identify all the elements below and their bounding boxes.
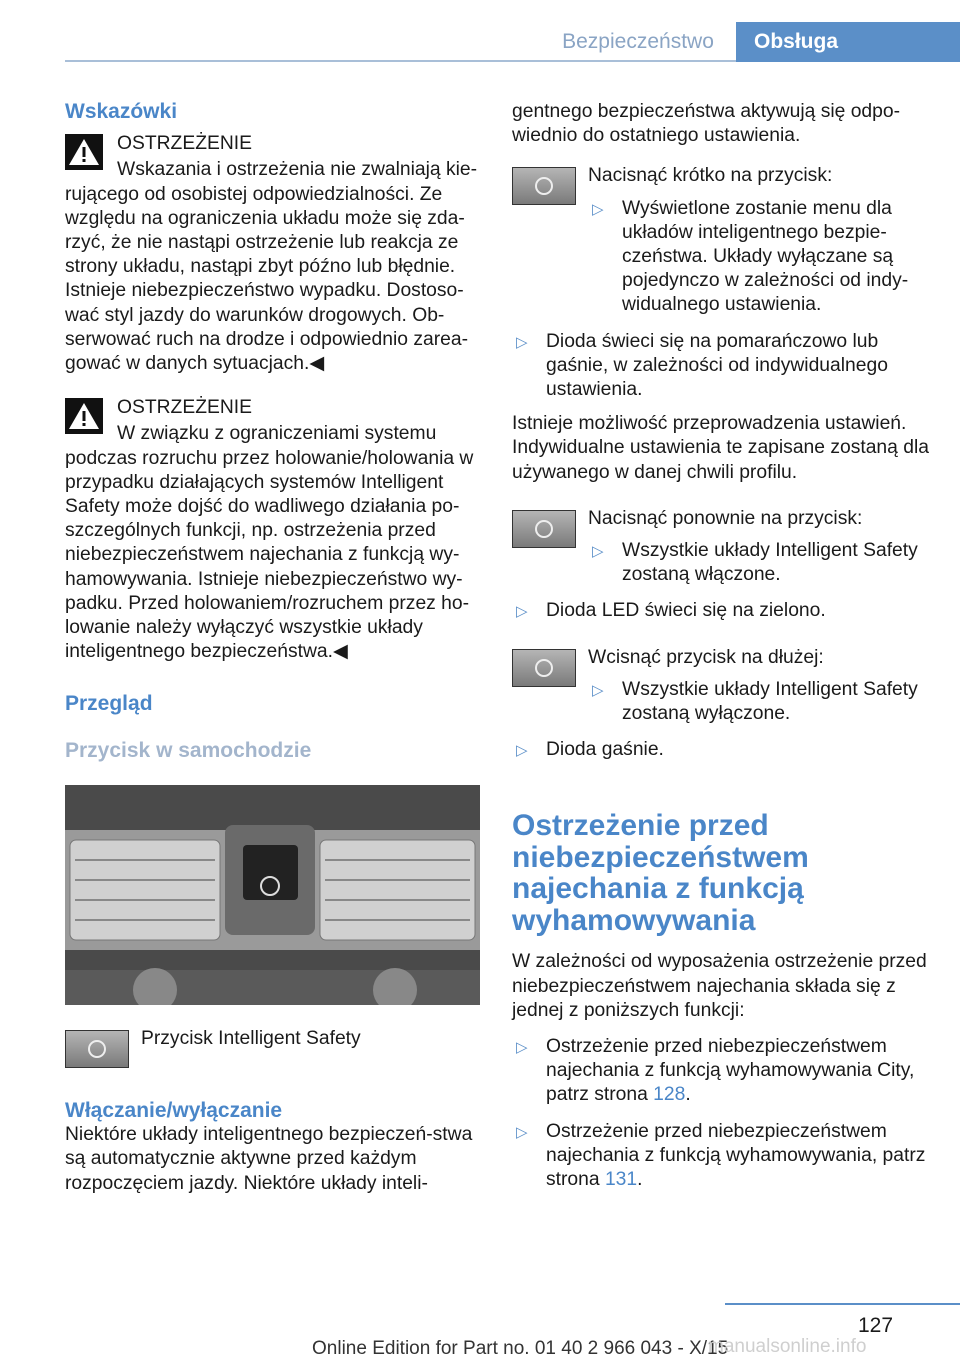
warning-1-text: Wskazania i ostrzeżenia nie zwalniają kie-rującego od osobistej odpowiedzialności. Ze względu na ograniczenia układu może się zda-rzyć, że nie nastąpi ostrzeżenie lub reakcja ze strony układu, nastąpi zbyt późno lub błędnie. Istnieje niebezpieczeństwo wypadku. Dostoso-wać styl jazdy do warunków drogowych. Ob-serwować ruch na drodze i odpowiednio zarea-gować w danych sytuacjach.◀ — [65, 159, 478, 375]
arrow-bullet-icon: ▷ — [516, 333, 528, 351]
step-1-row — [512, 164, 932, 188]
section-heading: Ostrzeżenie przed niebezpieczeństwem najechania z funkcją wyhamowywania — [512, 809, 809, 937]
intelligent-safety-button-icon — [512, 167, 576, 205]
left-column — [65, 100, 480, 1196]
heading-button-in-car: Przycisk w samochodzie — [65, 738, 312, 762]
intelligent-safety-button-icon — [512, 649, 576, 687]
warning-1-title: OSTRZEŻENIE — [117, 133, 252, 155]
intro-text: W zależności od wyposażenia ostrzeżenie przed niebezpieczeństwem najechania składa się z jednej z poniższych funkcji: — [512, 951, 927, 1021]
function-item-2 — [512, 1120, 932, 1193]
heading-tips: Wskazówki — [65, 100, 178, 123]
continued-text: gentnego bezpieczeństwa aktywują się odpo-wiednio do ostatniego ustawienia. — [512, 101, 901, 147]
dashboard-illustration — [65, 785, 480, 1005]
warning-2-text: W związku z ograniczeniami systemu podczas rozruchu przez holowanie/holowania w przypadku działających systemów Intelligent Safety może dojść do wadliwego działania po-szczególnych funkcji, np. ostrzeżenia przed niebezpieczeństwem najechania z funkcją wy-hamowywania. Istnieje niebezpieczeństwo wy-padku. Przed holowaniem/rozruchem przez ho-lowanie należy wyłączyć wszystkie układy inteligentnego bezpieczeństwa.◀ — [65, 423, 474, 663]
intelligent-safety-button-icon — [65, 1030, 129, 1068]
step-3-result-text: Wszystkie układy Intelligent Safety zostaną wyłączone. — [622, 678, 918, 725]
warning-block-2 — [65, 396, 480, 664]
arrow-bullet-icon: ▷ — [592, 200, 604, 218]
warning-triangle-icon — [65, 134, 103, 170]
step-3-led-text: Dioda gaśnie. — [546, 739, 664, 761]
tab-bezpieczenstwo[interactable]: Bezpieczeństwo — [562, 30, 714, 53]
function-item-1-text: Ostrzeżenie przed niebezpieczeństwem najechania z funkcją wyhamowywania City, patrz strona 128. — [546, 1036, 915, 1106]
step-2-row — [512, 507, 932, 531]
arrow-bullet-icon: ▷ — [516, 1039, 528, 1057]
arrow-bullet-icon: ▷ — [516, 603, 528, 621]
step-2-result-text: Wszystkie układy Intelligent Safety zostaną włączone. — [622, 540, 918, 586]
step-1-text: Nacisnąć krótko na przycisk: — [588, 165, 833, 187]
step-2-result — [588, 539, 932, 587]
on-off-text: Niektóre układy inteligentnego bezpieczeń-stwa są automatycznie aktywne przed każdym rozpoczęciem jazdy. Niektóre układy inteli- — [65, 1124, 473, 1194]
button-caption: Przycisk Intelligent Safety — [141, 1027, 361, 1049]
page-number: 127 — [858, 1314, 894, 1337]
tab-obsluga[interactable]: Obsługa — [736, 22, 960, 62]
step-1-led-text: Dioda świeci się na pomarańczowo lub gaśnie, w zależności od indywidualnego ustawienia. — [546, 330, 888, 401]
step-3-row — [512, 646, 932, 670]
step-2-led — [512, 599, 932, 623]
warning-block-1 — [65, 132, 480, 376]
step-3-text: Wcisnąć przycisk na dłużej: — [588, 646, 824, 668]
arrow-bullet-icon: ▷ — [592, 681, 604, 699]
step-1-result-text: Wyświetlone zostanie menu dla układów inteligentnego bezpie-czeństwa. Układy wyłączane są pojedynczo w zależności od indy-widualnego ustawienia. — [622, 197, 909, 316]
step-1-result — [588, 197, 932, 318]
function-item-1 — [512, 1035, 932, 1108]
right-column — [512, 100, 932, 1192]
watermark: manualsonline.info — [708, 1336, 867, 1357]
step-3-led — [512, 738, 932, 762]
step-2-text: Nacisnąć ponownie na przycisk: — [588, 507, 863, 529]
warning-triangle-icon — [65, 398, 103, 434]
edition-text: Online Edition for Part no. 01 40 2 966 043 - X/15 — [312, 1338, 729, 1359]
footer-rule — [725, 1303, 960, 1305]
dashboard-button-photo — [65, 785, 480, 1005]
arrow-bullet-icon: ▷ — [592, 543, 604, 561]
step-2-led-text: Dioda LED świeci się na zielono. — [546, 600, 826, 622]
page-link-128[interactable]: 128 — [653, 1084, 686, 1106]
warning-2-title: OSTRZEŻENIE — [117, 397, 252, 419]
page-link-131[interactable]: 131 — [604, 1169, 638, 1191]
settings-text: Istnieje możliwość przeprowadzenia ustawień. Indywidualne ustawienia te zapisane zostaną dla używanego w danej chwili profilu. — [512, 413, 929, 483]
function-item-2-text: Ostrzeżenie przed niebezpieczeństwem najechania z funkcją wyhamowywania, patrz strona 131. — [546, 1120, 926, 1191]
heading-on-off: Włączanie/wyłączanie — [65, 1099, 283, 1123]
heading-overview: Przegląd — [65, 692, 153, 716]
step-3-result — [588, 678, 932, 726]
step-1-led — [512, 330, 932, 403]
button-caption-row — [65, 1027, 480, 1051]
intelligent-safety-button-icon — [512, 510, 576, 548]
arrow-bullet-icon: ▷ — [516, 1123, 528, 1141]
arrow-bullet-icon: ▷ — [516, 742, 528, 760]
